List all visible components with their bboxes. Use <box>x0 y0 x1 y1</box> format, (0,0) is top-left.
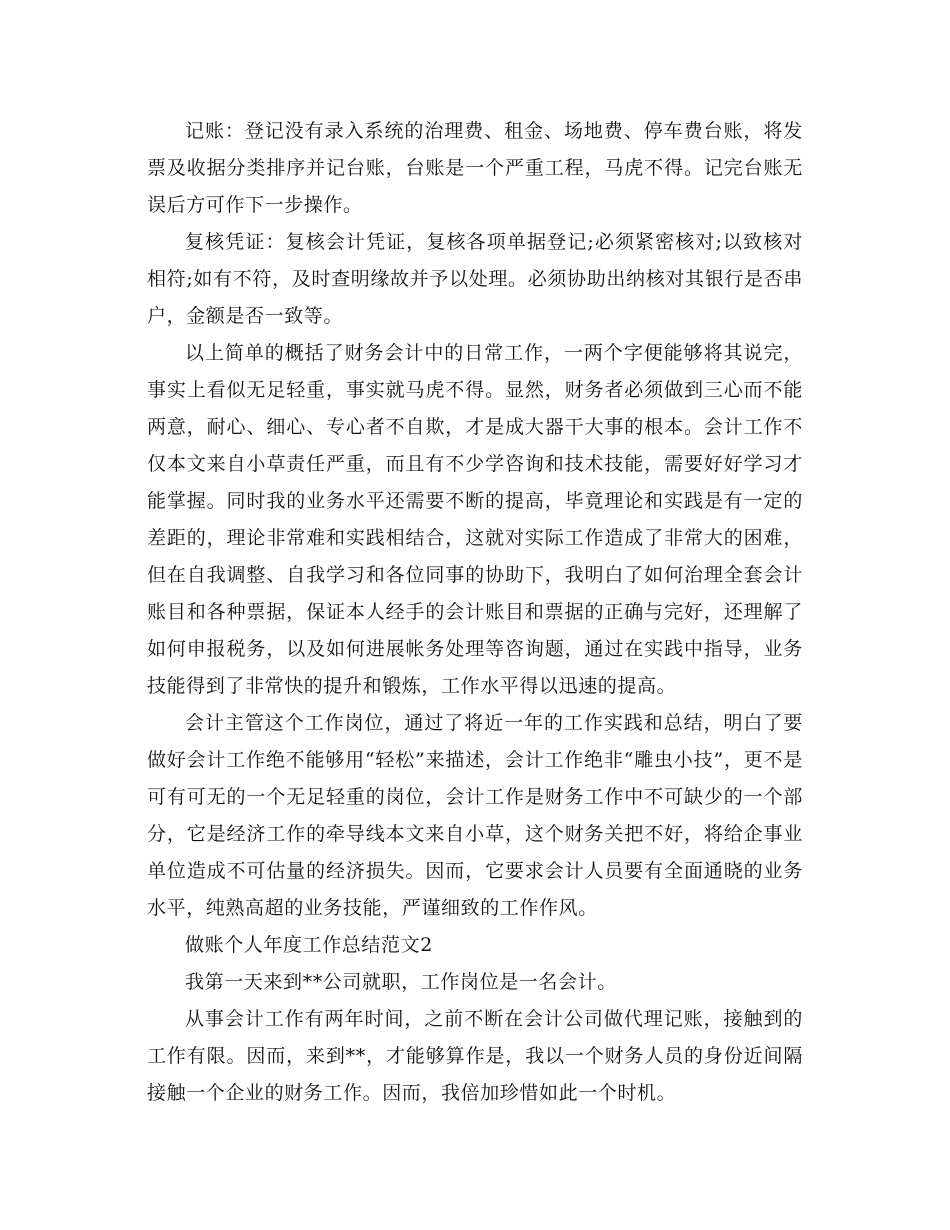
paragraph-review-vouchers: 复核凭证：复核会计凭证，复核各项单据登记;必须紧密核对;以致核对相符;如有不符，及时查明缘故并予以处理。必须协助出纳核对其银行是否串户，金额是否一致等。 <box>147 231 803 327</box>
paragraph-summary: 以上简单的概括了财务会计中的日常工作，一两个字便能够将其说完，事实上看似无足轻重，事实就马虎不得。显然，财务者必须做到三心而不能两意，耐心、细心、专心者不自欺，才是成大器干大事的根本。会计工作不仅本文来自小草责任严重，而且有不少学咨询和技术技能，需要好好学习才能掌握。同时我的业务水平还需要不断的提高，毕竟理论和实践是有一定的差距的，理论非常难和实践相结合，这就对实际工作造成了非常大的困难，但在自我调整、自我学习和各位同事的协助下，我明白了如何治理全套会计账目和各种票据，保证本人经手的会计账目和票据的正确与完好，还理解了如何申报税务，以及如何进展帐务处理等咨询题，通过在实践中指导，业务技能得到了非常快的提升和锻炼，工作水平得以迅速的提高。 <box>147 342 803 697</box>
paragraph-accounting-supervisor: 会计主管这个工作岗位，通过了将近一年的工作实践和总结，明白了要做好会计工作绝不能够用“轻松”来描述，会计工作绝非“雕虫小技”，更不是可有可无的一个无足轻重的岗位，会计工作是财务工作中不可缺少的一个部分，它是经济工作的牵导线本文来自小草，这个财务关把不好，将给企事业单位造成不可估量的经济损失。因而，它要求会计人员要有全面通晓的业务水平，纯熟高超的业务技能，严谨细致的工作作风。 <box>147 712 803 919</box>
paragraph-bookkeeping: 记账：登记没有录入系统的治理费、租金、场地费、停车费台账，将发票及收据分类排序并记台账，台账是一个严重工程，马虎不得。记完台账无误后方可作下一步操作。 <box>147 120 803 216</box>
paragraph-experience: 从事会计工作有两年时间，之前不断在会计公司做代理记账，接触到的工作有限。因而，来到**，才能够算作是，我以一个财务人员的身份近间隔接触一个企业的财务工作。因而，我倍加珍惜如此一个时机。 <box>147 1008 803 1104</box>
paragraph-first-day: 我第一天来到**公司就职，工作岗位是一名会计。 <box>185 971 617 993</box>
section-heading: 做账个人年度工作总结范文2 <box>185 934 433 956</box>
document-body <box>147 113 803 1112</box>
